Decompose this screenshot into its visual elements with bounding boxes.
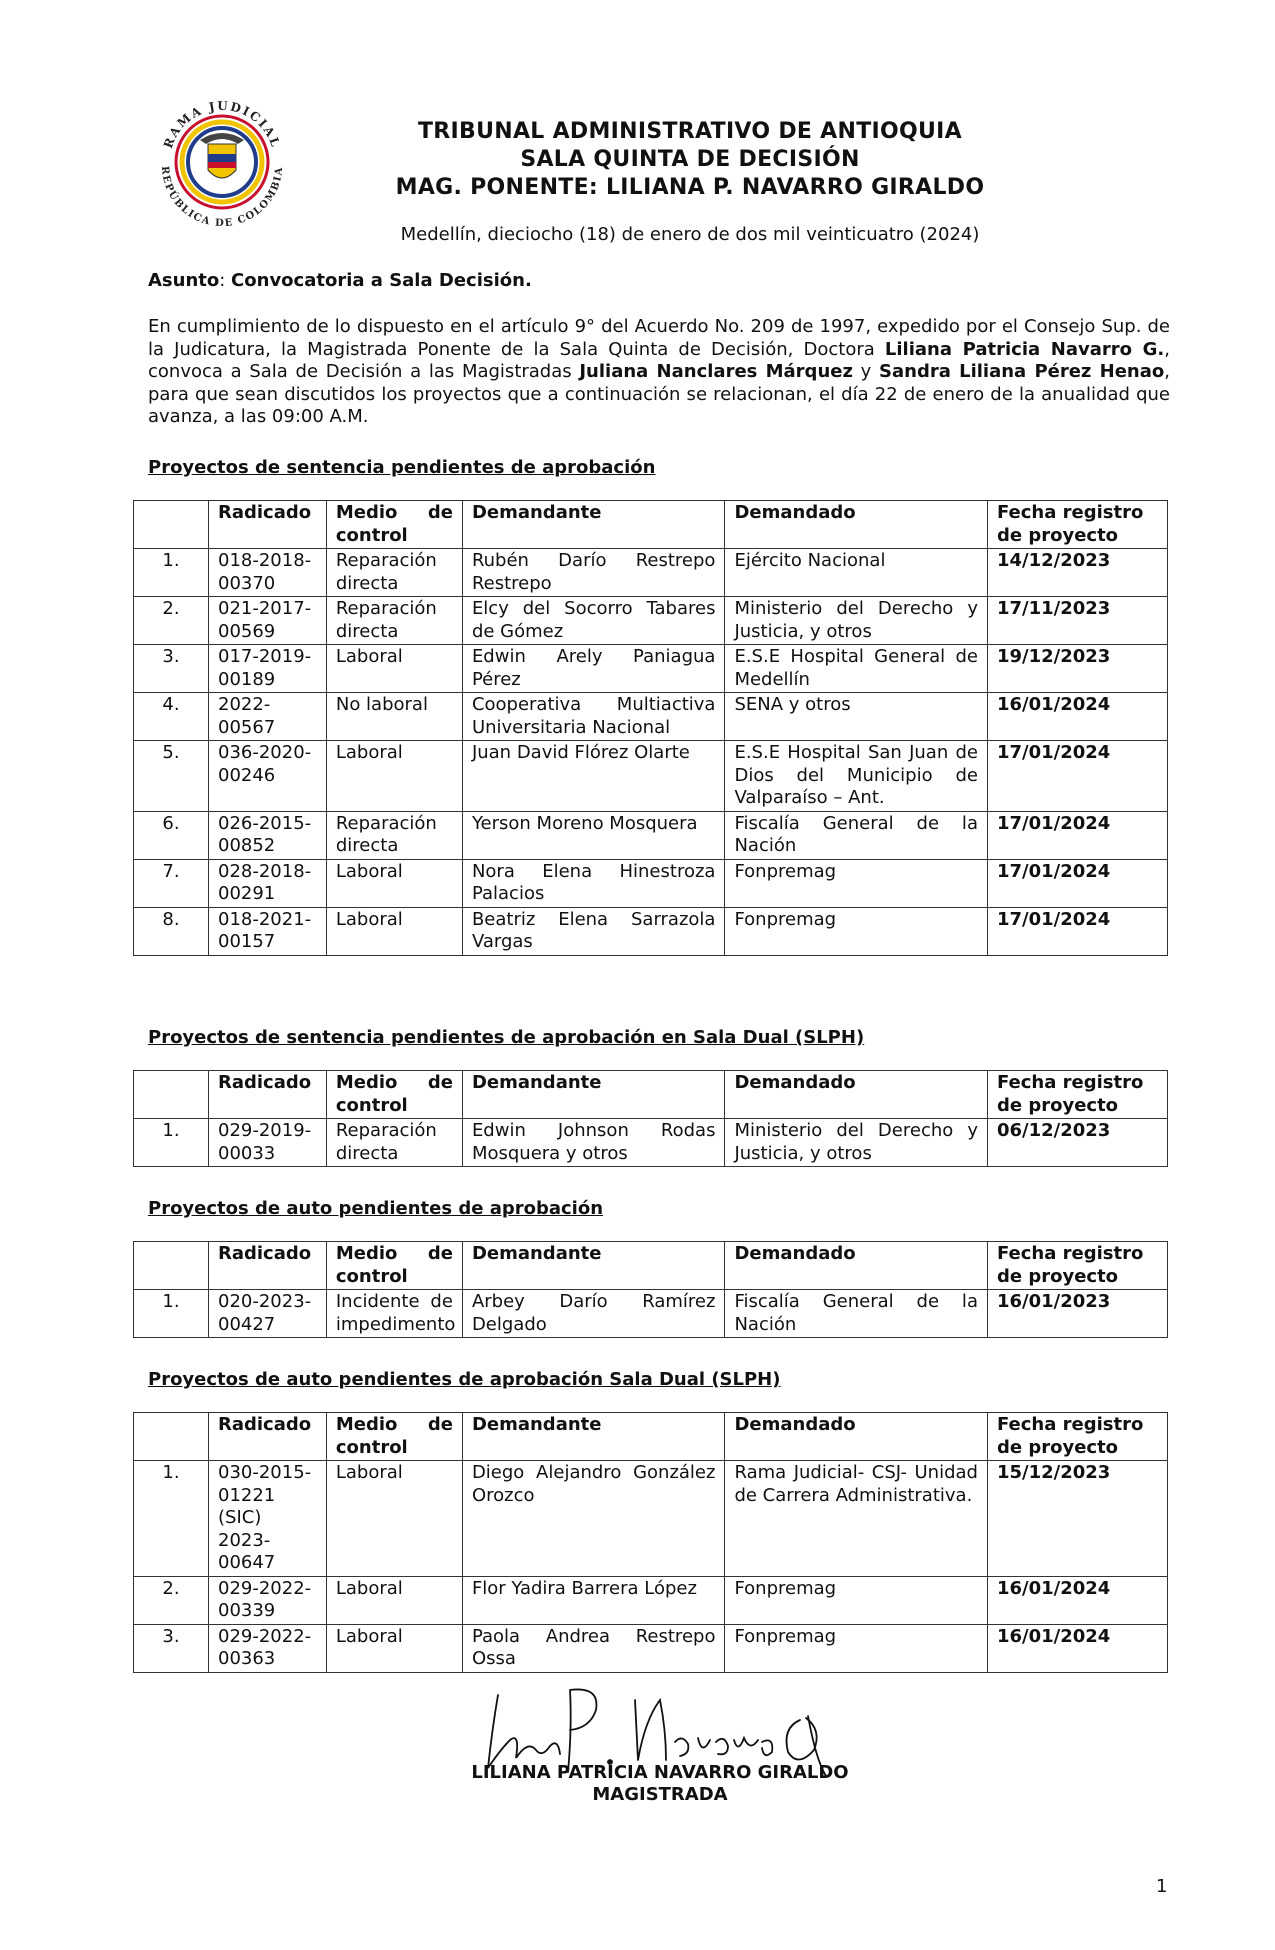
header-index bbox=[134, 1071, 209, 1119]
section-title: Proyectos de sentencia pendientes de aprobación bbox=[148, 457, 656, 478]
row-number: 2. bbox=[134, 597, 209, 645]
subject-line: Asunto: Convocatoria a Sala Decisión. bbox=[148, 270, 532, 291]
demandado-cell: Rama Judicial- CSJ- Unidad de Carrera Administrativa. bbox=[725, 1461, 988, 1577]
signatory-name: LILIANA PATRICIA NAVARRO GIRALDO bbox=[471, 1762, 849, 1783]
signature-block bbox=[300, 1762, 1020, 1806]
fecha-cell: 17/01/2024 bbox=[987, 811, 1167, 859]
row-number: 2. bbox=[134, 1576, 209, 1624]
header-demandante: Demandante bbox=[462, 1413, 725, 1461]
row-number: 8. bbox=[134, 907, 209, 955]
radicado-cell: 018-2018-00370 bbox=[209, 549, 327, 597]
header-medio-de-control bbox=[326, 501, 462, 549]
header-medio-line bbox=[336, 502, 453, 525]
radicado-cell: 036-2020-00246 bbox=[209, 741, 327, 812]
header-word: de bbox=[427, 1243, 453, 1264]
header-court: TRIBUNAL ADMINISTRATIVO DE ANTIOQUIA bbox=[417, 119, 962, 144]
medio-cell: Laboral bbox=[326, 1576, 462, 1624]
table-row bbox=[134, 907, 1168, 955]
section-title: Proyectos de auto pendientes de aprobación Sala Dual (SLPH) bbox=[148, 1369, 781, 1390]
header-medio-line bbox=[336, 1414, 453, 1437]
svg-text:RAMA JUDICIAL: RAMA JUDICIAL bbox=[161, 98, 283, 151]
fecha-cell: 14/12/2023 bbox=[987, 549, 1167, 597]
fecha-cell: 16/01/2024 bbox=[987, 1624, 1167, 1672]
fecha-cell: 16/01/2024 bbox=[987, 693, 1167, 741]
table-row bbox=[134, 741, 1168, 812]
demandante-cell: Edwin Arely Paniagua Pérez bbox=[462, 645, 725, 693]
header-medio-de-control bbox=[326, 1071, 462, 1119]
header-demandante: Demandante bbox=[462, 1071, 725, 1119]
page-number: 1 bbox=[1156, 1876, 1168, 1897]
row-number: 3. bbox=[134, 1624, 209, 1672]
header-word: de bbox=[427, 502, 453, 523]
row-number: 1. bbox=[134, 1119, 209, 1167]
row-number: 1. bbox=[134, 549, 209, 597]
table-row bbox=[134, 597, 1168, 645]
demandado-cell: Ejército Nacional bbox=[725, 549, 988, 597]
header-magistrate: MAG. PONENTE: LILIANA P. NAVARRO GIRALDO bbox=[395, 175, 985, 200]
fecha-cell: 16/01/2023 bbox=[987, 1290, 1167, 1338]
signatory-title: MAGISTRADA bbox=[592, 1784, 728, 1805]
header-demandado: Demandado bbox=[725, 1413, 988, 1461]
demandado-cell: Ministerio del Derecho y Justicia, y otros bbox=[725, 1119, 988, 1167]
radicado-cell: 026-2015-00852 bbox=[209, 811, 327, 859]
medio-cell: Laboral bbox=[326, 859, 462, 907]
subject-value: Convocatoria a Sala Decisión. bbox=[231, 270, 532, 291]
demandado-cell: Ministerio del Derecho y Justicia, y otros bbox=[725, 597, 988, 645]
medio-cell: Laboral bbox=[326, 1624, 462, 1672]
header-word: de bbox=[427, 1414, 453, 1435]
radicado-cell: 028-2018-00291 bbox=[209, 859, 327, 907]
fecha-cell: 16/01/2024 bbox=[987, 1576, 1167, 1624]
table-row bbox=[134, 859, 1168, 907]
demandante-cell: Flor Yadira Barrera López bbox=[462, 1576, 725, 1624]
header-radicado: Radicado bbox=[209, 1242, 327, 1290]
header-demandante: Demandante bbox=[462, 501, 725, 549]
demandado-cell: Fiscalía General de la Nación bbox=[725, 811, 988, 859]
header-index bbox=[134, 1413, 209, 1461]
demandado-cell: Fiscalía General de la Nación bbox=[725, 1290, 988, 1338]
header-fecha-registro: Fecha registro de proyecto bbox=[987, 501, 1167, 549]
demandante-cell: Cooperativa Multiactiva Universitaria Nacional bbox=[462, 693, 725, 741]
header-medio-line bbox=[336, 1243, 453, 1266]
medio-cell: Laboral bbox=[326, 1461, 462, 1577]
header-word: Medio bbox=[335, 1243, 398, 1264]
ponente-name: Liliana Patricia Navarro G. bbox=[884, 338, 1165, 360]
table-row bbox=[134, 1576, 1168, 1624]
row-number: 1. bbox=[134, 1461, 209, 1577]
header-medio-line bbox=[336, 1072, 453, 1095]
table-row bbox=[134, 1461, 1168, 1577]
magistrate-name: Sandra Liliana Pérez Henao bbox=[879, 361, 1165, 382]
demandado-cell: Fonpremag bbox=[725, 1576, 988, 1624]
table-row bbox=[134, 1290, 1168, 1338]
demandante-cell: Paola Andrea Restrepo Ossa bbox=[462, 1624, 725, 1672]
demandado-cell: Fonpremag bbox=[725, 859, 988, 907]
header-word: control bbox=[335, 1094, 408, 1116]
header-medio-de-control bbox=[326, 1242, 462, 1290]
table-row bbox=[134, 1119, 1168, 1167]
demandante-cell: Elcy del Socorro Tabares de Gómez bbox=[462, 597, 725, 645]
header-word: Medio bbox=[335, 1414, 398, 1435]
fecha-cell: 06/12/2023 bbox=[987, 1119, 1167, 1167]
radicado-cell: 017-2019-00189 bbox=[209, 645, 327, 693]
table-header-row bbox=[134, 1071, 1168, 1119]
header-radicado: Radicado bbox=[209, 1071, 327, 1119]
fecha-cell: 17/01/2024 bbox=[987, 741, 1167, 812]
header-word: control bbox=[335, 1436, 408, 1458]
header-demandado: Demandado bbox=[725, 1071, 988, 1119]
header-index bbox=[134, 501, 209, 549]
projects-table bbox=[133, 1412, 1168, 1673]
demandante-cell: Yerson Moreno Mosquera bbox=[462, 811, 725, 859]
header-word: control bbox=[335, 1265, 408, 1287]
demandante-cell: Beatriz Elena Sarrazola Vargas bbox=[462, 907, 725, 955]
medio-cell: Laboral bbox=[326, 741, 462, 812]
medio-cell: Reparación directa bbox=[326, 1119, 462, 1167]
demandado-cell: Fonpremag bbox=[725, 907, 988, 955]
header-radicado: Radicado bbox=[209, 501, 327, 549]
fecha-cell: 17/11/2023 bbox=[987, 597, 1167, 645]
table-row bbox=[134, 549, 1168, 597]
place-and-date: Medellín, dieciocho (18) de enero de dos mil veinticuatro (2024) bbox=[400, 224, 980, 245]
header-demandado: Demandado bbox=[725, 501, 988, 549]
projects-table bbox=[133, 1241, 1168, 1338]
fecha-cell: 17/01/2024 bbox=[987, 907, 1167, 955]
header-radicado: Radicado bbox=[209, 1413, 327, 1461]
table-row bbox=[134, 811, 1168, 859]
header-medio-de-control bbox=[326, 1413, 462, 1461]
radicado-cell: 018-2021-00157 bbox=[209, 907, 327, 955]
header-fecha-registro: Fecha registro de proyecto bbox=[987, 1242, 1167, 1290]
header-fecha-registro: Fecha registro de proyecto bbox=[987, 1413, 1167, 1461]
fecha-cell: 17/01/2024 bbox=[987, 859, 1167, 907]
medio-cell: Laboral bbox=[326, 907, 462, 955]
radicado-cell: 029-2022-00363 bbox=[209, 1624, 327, 1672]
demandante-cell: Edwin Johnson Rodas Mosquera y otros bbox=[462, 1119, 725, 1167]
document-header bbox=[300, 118, 1080, 202]
table-row bbox=[134, 645, 1168, 693]
header-chamber: SALA QUINTA DE DECISIÓN bbox=[520, 147, 860, 172]
row-number: 6. bbox=[134, 811, 209, 859]
row-number: 4. bbox=[134, 693, 209, 741]
demandado-cell: SENA y otros bbox=[725, 693, 988, 741]
header-demandante: Demandante bbox=[462, 1242, 725, 1290]
demandante-cell: Nora Elena Hinestroza Palacios bbox=[462, 859, 725, 907]
demandado-cell: E.S.E Hospital General de Medellín bbox=[725, 645, 988, 693]
fecha-cell: 19/12/2023 bbox=[987, 645, 1167, 693]
demandado-cell: E.S.E Hospital San Juan de Dios del Municipio de Valparaíso – Ant. bbox=[725, 741, 988, 812]
table-row bbox=[134, 693, 1168, 741]
header-word: Medio bbox=[335, 502, 398, 523]
subject-label: Asunto bbox=[148, 270, 220, 291]
table-header-row bbox=[134, 501, 1168, 549]
radicado-cell: 029-2022-00339 bbox=[209, 1576, 327, 1624]
rama-judicial-seal-logo bbox=[148, 88, 296, 236]
paragraph-text: y bbox=[852, 361, 880, 382]
medio-cell: Laboral bbox=[326, 645, 462, 693]
magistrate-name: Juliana Nanclares Márquez bbox=[579, 361, 853, 382]
paragraph-text: , convoca a Sala de Decisión a las Magistradas bbox=[148, 338, 1171, 382]
convocation-paragraph bbox=[148, 316, 1170, 429]
row-number: 1. bbox=[134, 1290, 209, 1338]
table-header-row bbox=[134, 1242, 1168, 1290]
radicado-cell: 021-2017-00569 bbox=[209, 597, 327, 645]
table-row bbox=[134, 1624, 1168, 1672]
demandante-cell: Juan David Flórez Olarte bbox=[462, 741, 725, 812]
radicado-cell: 020-2023-00427 bbox=[209, 1290, 327, 1338]
header-fecha-registro: Fecha registro de proyecto bbox=[987, 1071, 1167, 1119]
paragraph-text: En cumplimiento de lo dispuesto en el artículo 9° del Acuerdo No. 209 de 1997, expedido por el Consejo Sup. de la Judicatura, la Magistrada Ponente de la Sala Quinta de Decisión, Doctora bbox=[148, 316, 1170, 360]
header-index bbox=[134, 1242, 209, 1290]
medio-cell: Reparación directa bbox=[326, 811, 462, 859]
medio-cell: Incidente de impedimento bbox=[326, 1290, 462, 1338]
radicado-cell: 030-2015-01221 (SIC) 2023-00647 bbox=[209, 1461, 327, 1577]
radicado-cell: 2022-00567 bbox=[209, 693, 327, 741]
header-word: control bbox=[335, 524, 408, 546]
header-word: Medio bbox=[335, 1072, 398, 1093]
row-number: 5. bbox=[134, 741, 209, 812]
demandante-cell: Arbey Darío Ramírez Delgado bbox=[462, 1290, 725, 1338]
medio-cell: Reparación directa bbox=[326, 597, 462, 645]
row-number: 7. bbox=[134, 859, 209, 907]
radicado-cell: 029-2019-00033 bbox=[209, 1119, 327, 1167]
header-word: de bbox=[427, 1072, 453, 1093]
table-header-row bbox=[134, 1413, 1168, 1461]
svg-text:REPÚBLICA DE COLOMBIA: REPÚBLICA DE COLOMBIA bbox=[158, 165, 286, 230]
section-title: Proyectos de auto pendientes de aprobación bbox=[148, 1198, 604, 1219]
demandante-cell: Rubén Darío Restrepo Restrepo bbox=[462, 549, 725, 597]
section-title: Proyectos de sentencia pendientes de aprobación en Sala Dual (SLPH) bbox=[148, 1027, 865, 1048]
header-demandado: Demandado bbox=[725, 1242, 988, 1290]
projects-table bbox=[133, 1070, 1168, 1167]
fecha-cell: 15/12/2023 bbox=[987, 1461, 1167, 1577]
demandado-cell: Fonpremag bbox=[725, 1624, 988, 1672]
projects-table bbox=[133, 500, 1168, 956]
demandante-cell: Diego Alejandro González Orozco bbox=[462, 1461, 725, 1577]
row-number: 3. bbox=[134, 645, 209, 693]
paragraph-text: , para que sean discutidos los proyectos que a continuación se relacionan, el día 22 de enero de la anualidad que avanza, a las 09:00 A.M. bbox=[148, 361, 1170, 427]
medio-cell: Reparación directa bbox=[326, 549, 462, 597]
medio-cell: No laboral bbox=[326, 693, 462, 741]
